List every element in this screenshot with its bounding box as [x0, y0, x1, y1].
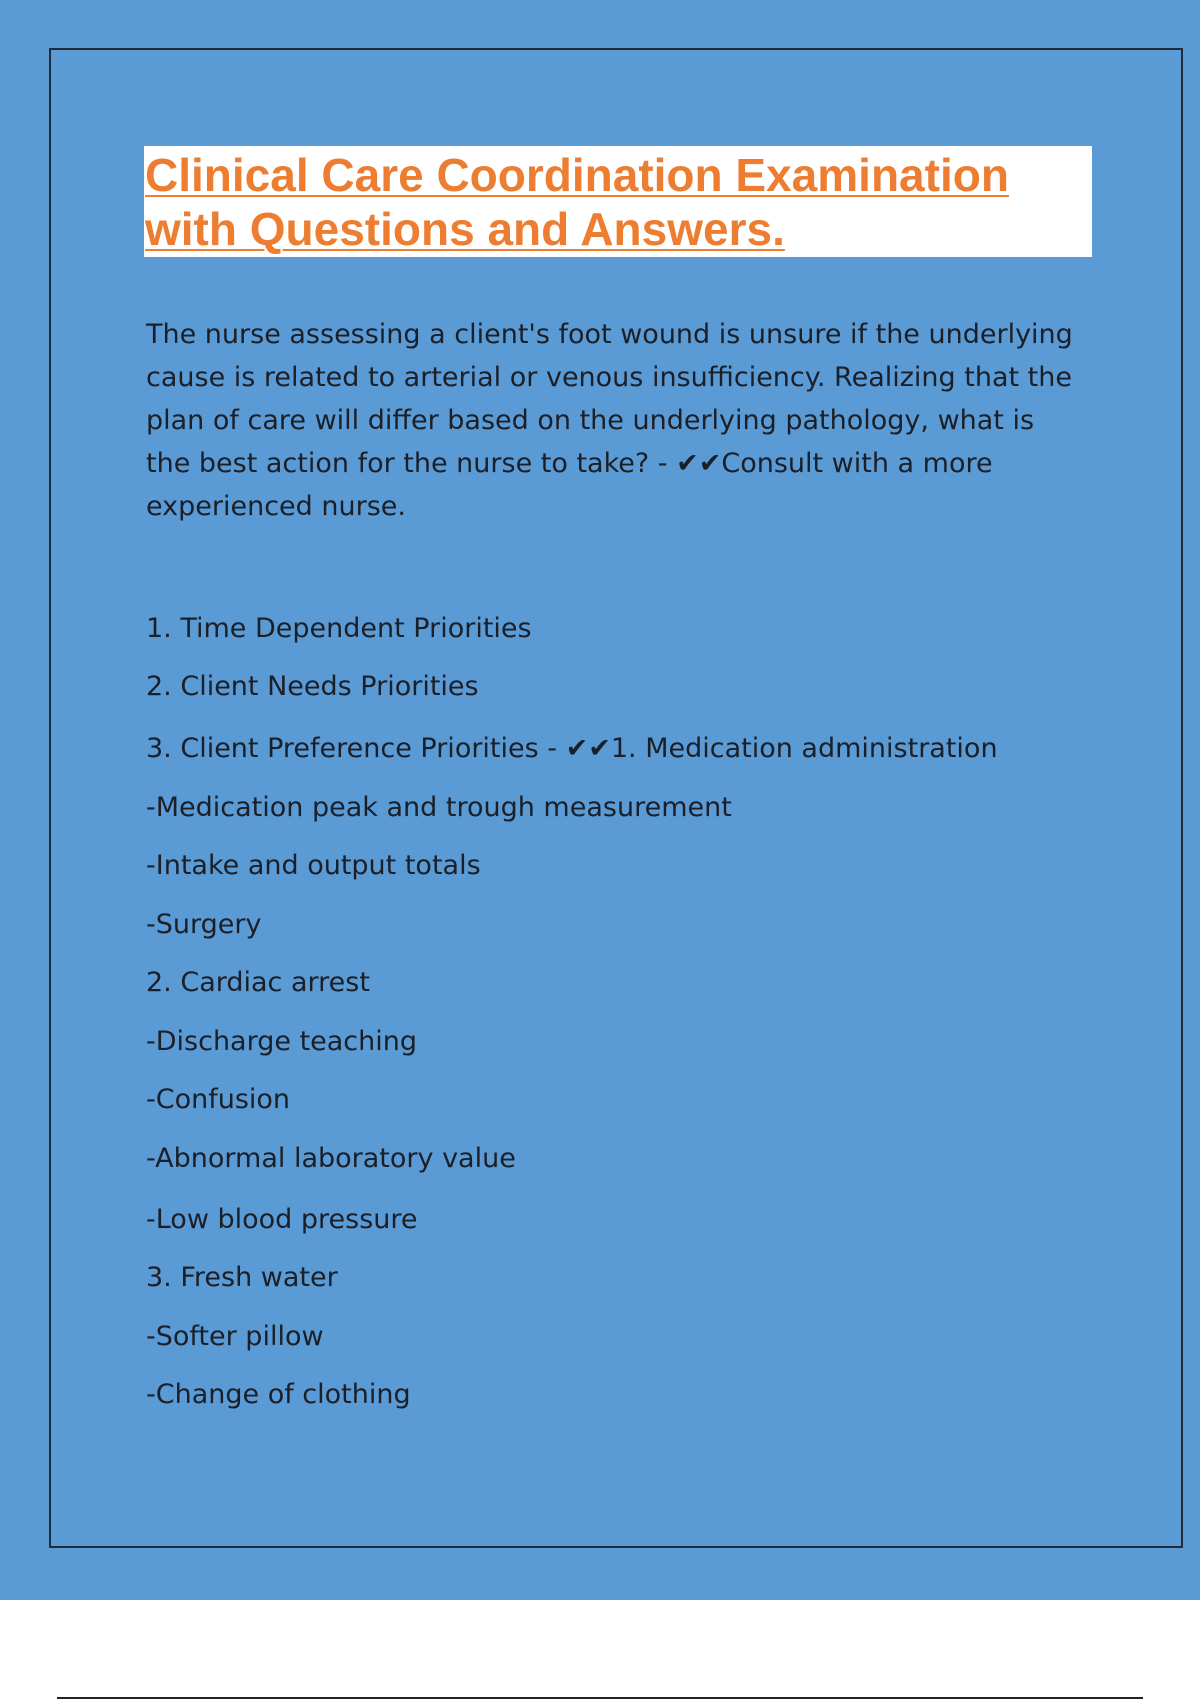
list-item: 3. Client Preference Priorities - ✔✔1. Medication administration — [146, 733, 998, 764]
footer-rule — [57, 1697, 1143, 1699]
list-item: -Confusion — [146, 1084, 291, 1115]
list-item: -Softer pillow — [146, 1321, 324, 1352]
title-line-2: with Questions and Answers. — [145, 203, 785, 255]
document-title — [145, 148, 1085, 256]
list-item: 2. Client Needs Priorities — [146, 671, 479, 702]
list-item: -Change of clothing — [146, 1379, 411, 1410]
list-item: -Intake and output totals — [146, 850, 481, 881]
list-item: 2. Cardiac arrest — [146, 967, 370, 998]
title-line-1: Clinical Care Coordination Examination — [145, 149, 1009, 201]
list-item: -Abnormal laboratory value — [146, 1143, 516, 1174]
list-item: -Medication peak and trough measurement — [146, 792, 732, 823]
list-item: -Surgery — [146, 909, 262, 940]
list-item: 3. Fresh water — [146, 1262, 338, 1293]
question-text: The nurse assessing a client's foot wound is unsure if the underlying cause is related to arterial or venous insufficiency. Realizing that the plan of care will differ based on the underlying pathology, what is the best action for the nurse to take? - ✔✔Consult with a more experienced nurse. — [146, 319, 1073, 522]
list-item: 1. Time Dependent Priorities — [146, 613, 532, 644]
list-item: -Low blood pressure — [146, 1204, 418, 1235]
list-item: -Discharge teaching — [146, 1026, 418, 1057]
